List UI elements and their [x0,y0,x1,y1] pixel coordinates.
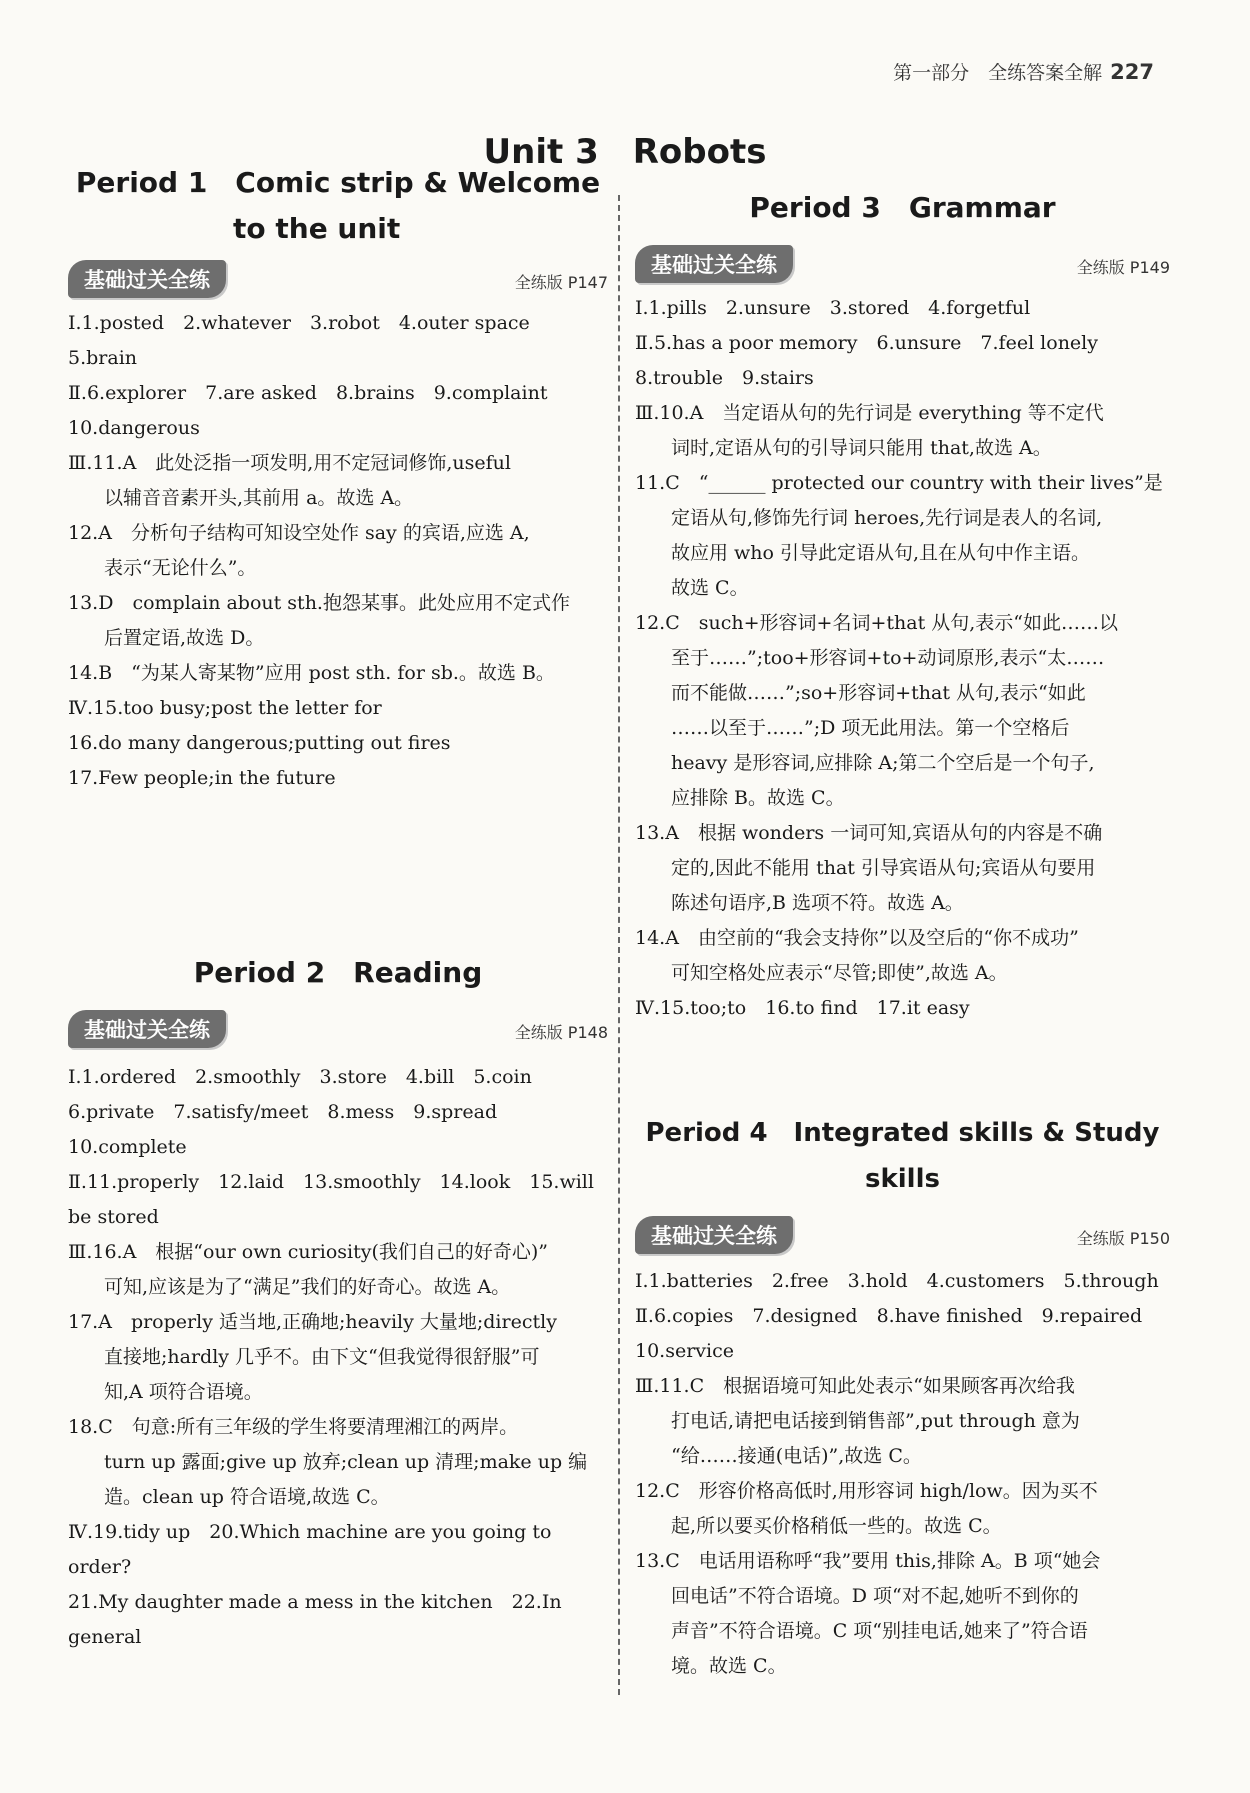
answer-line: 13.A 根据 wonders 一词可知,宾语从句的内容是不确 [635,822,1103,844]
period1-title-line2: to the unit [233,212,401,245]
answer-line: turn up 露面;give up 放弃;clean up 清理;make up 编 [104,1451,588,1473]
period3-banner [635,245,1170,283]
answer-line: Ⅲ.11.C 根据语境可知此处表示“如果顾客再次给我 [635,1375,1075,1397]
answer-line: Ⅱ.11.properly 12.laid 13.smoothly 14.look 15.will [68,1171,594,1193]
answer-line: Ⅰ.1.posted 2.whatever 3.robot 4.outer space [68,312,530,334]
period2-badge: 基础过关全练 [68,1010,226,1048]
answer-line: 17.Few people;in the future [68,767,336,789]
period2-answers [68,1060,608,1655]
answer-line: Ⅰ.1.ordered 2.smoothly 3.store 4.bill 5.coin [68,1066,532,1088]
answer-line: Ⅱ.5.has a poor memory 6.unsure 7.feel lonely [635,332,1098,354]
answer-line: Ⅳ.19.tidy up 20.Which machine are you going to order? [68,1521,552,1578]
answer-line: heavy 是形容词,应排除 A;第二个空后是一个句子, [671,752,1095,774]
period2-title: Period 2 Reading [193,956,483,989]
answer-line: 13.D complain about sth.抱怨某事。此处应用不定式作 [68,592,570,614]
answer-line: 词时,定语从句的引导词只能用 that,故选 A。 [671,437,1052,459]
answer-line: 18.C 句意:所有三年级的学生将要清理湘江的两岸。 [68,1416,519,1438]
answer-line: Ⅰ.1.batteries 2.free 3.hold 4.customers 5.through [635,1270,1159,1292]
answer-line: 可知空格处应表示“尽管;即使”,故选 A。 [671,962,1008,984]
answer-line: 可知,应该是为了“满足”我们的好奇心。故选 A。 [104,1276,511,1298]
answer-line: 应排除 B。故选 C。 [671,787,845,809]
answer-line: 16.do many dangerous;putting out fires [68,732,451,754]
answer-line: 境。故选 C。 [671,1655,787,1677]
period4-badge: 基础过关全练 [635,1216,793,1254]
period1-title: Period 1 Comic strip & Welcome [75,166,601,199]
answer-line: 打电话,请把电话接到销售部”,put through 意为 [671,1410,1080,1432]
answer-line: Ⅲ.11.A 此处泛指一项发明,用不定冠词修饰,useful [68,452,511,474]
answer-line: 而不能做……”;so+形容词+that 从句,表示“如此 [671,682,1086,704]
answer-line: Ⅰ.1.pills 2.unsure 3.stored 4.forgetful [635,297,1031,319]
answer-line: 直接地;hardly 几乎不。由下文“但我觉得很舒服”可 [104,1346,540,1368]
answer-line: Ⅲ.10.A 当定语从句的先行词是 everything 等不定代 [635,402,1104,424]
answer-line: 12.C such+形容词+名词+that 从句,表示“如此……以 [635,612,1119,634]
answer-line: 5.brain [68,347,138,369]
answer-line: 以辅音音素开头,其前用 a。故选 A。 [104,487,414,509]
period4-ref: 全练版 P150 [1076,1229,1170,1248]
period3-section [635,185,1170,1026]
answer-line: ……以至于……”;D 项无此用法。第一个空格后 [671,717,1070,739]
answer-line: 10.complete [68,1136,187,1158]
answer-line: 8.trouble 9.stairs [635,367,814,389]
period1-ref: 全练版 P147 [514,273,608,292]
answer-line: 表示“无论什么”。 [104,557,257,579]
header-section: 第一部分 全练答案全解 [893,62,1103,84]
answer-line: 12.C 形容价格高低时,用形容词 high/low。因为买不 [635,1480,1098,1502]
period3-ref: 全练版 P149 [1076,258,1170,277]
answer-line: 起,所以要买价格稍低一些的。故选 C。 [671,1515,1002,1537]
answer-line: 6.private 7.satisfy/meet 8.mess 9.spread [68,1101,498,1123]
period4-answers [635,1264,1170,1684]
period3-badge: 基础过关全练 [635,245,793,283]
period4-banner [635,1216,1170,1254]
answer-line: Ⅱ.6.copies 7.designed 8.have finished 9.repaired [635,1305,1143,1327]
answer-line: 14.B “为某人寄某物”应用 post sth. for sb.。故选 B。 [68,662,555,684]
answer-line: 17.A properly 适当地,正确地;heavily 大量地;directly [68,1311,557,1333]
answer-line: 11.C “______ protected our country with their lives”是 [635,472,1163,494]
answer-line: Ⅲ.16.A 根据“our own curiosity(我们自己的好奇心)” [68,1241,549,1263]
answer-line: Ⅳ.15.too busy;post the letter for [68,697,382,719]
answer-line: Ⅱ.6.explorer 7.are asked 8.brains 9.complaint [68,382,548,404]
period4-section [635,1110,1170,1684]
answer-line: 定的,因此不能用 that 引导宾语从句;宾语从句要用 [671,857,1096,879]
page-number: 227 [1110,60,1154,84]
period1-badge: 基础过关全练 [68,260,226,298]
answer-line: 故应用 who 引导此定语从句,且在从句中作主语。 [671,542,1091,564]
answer-line: 12.A 分析句子结构可知设空处作 say 的宾语,应选 A, [68,522,530,544]
page-header [893,58,1154,85]
answer-line: 定语从句,修饰先行词 heroes,先行词是表人的名词, [671,507,1103,529]
answer-line: “给……接通(电话)”,故选 C。 [671,1445,922,1467]
answer-line: 至于……”;too+形容词+to+动词原形,表示“太…… [671,647,1105,669]
answer-line: 故选 C。 [671,577,749,599]
period3-answers [635,291,1170,1026]
period2-banner [68,1010,608,1048]
answer-line: 10.service [635,1340,734,1362]
period1-answers [68,306,608,796]
answer-line: 13.C 电话用语称呼“我”要用 this,排除 A。B 项“她会 [635,1550,1101,1572]
period2-ref: 全练版 P148 [514,1023,608,1042]
period2-section [68,950,608,1655]
answer-line: 14.A 由空前的“我会支持你”以及空后的“你不成功” [635,927,1079,949]
answer-line: 21.My daughter made a mess in the kitchen 22.In general [68,1591,562,1648]
answer-line: 10.dangerous [68,417,200,439]
answer-line: be stored [68,1206,159,1228]
answer-line: 回电话”不符合语境。D 项“对不起,她听不到你的 [671,1585,1079,1607]
unit-title: Unit 3 Robots [483,132,767,172]
answer-line: 声音”不符合语境。C 项“别挂电话,她来了”符合语 [671,1620,1088,1642]
period4-title: Period 4 Integrated skills & Study skills [645,1118,1160,1194]
answer-line: 造。clean up 符合语境,故选 C。 [104,1486,390,1508]
column-divider [618,195,620,1695]
period3-title: Period 3 Grammar [749,191,1056,224]
answer-line: Ⅳ.15.too;to 16.to find 17.it easy [635,997,970,1019]
period1-section [68,160,608,796]
answer-line: 陈述句语序,B 选项不符。故选 A。 [671,892,964,914]
answer-line: 知,A 项符合语境。 [104,1381,263,1403]
period1-banner [68,260,608,298]
answer-line: 后置定语,故选 D。 [104,627,265,649]
